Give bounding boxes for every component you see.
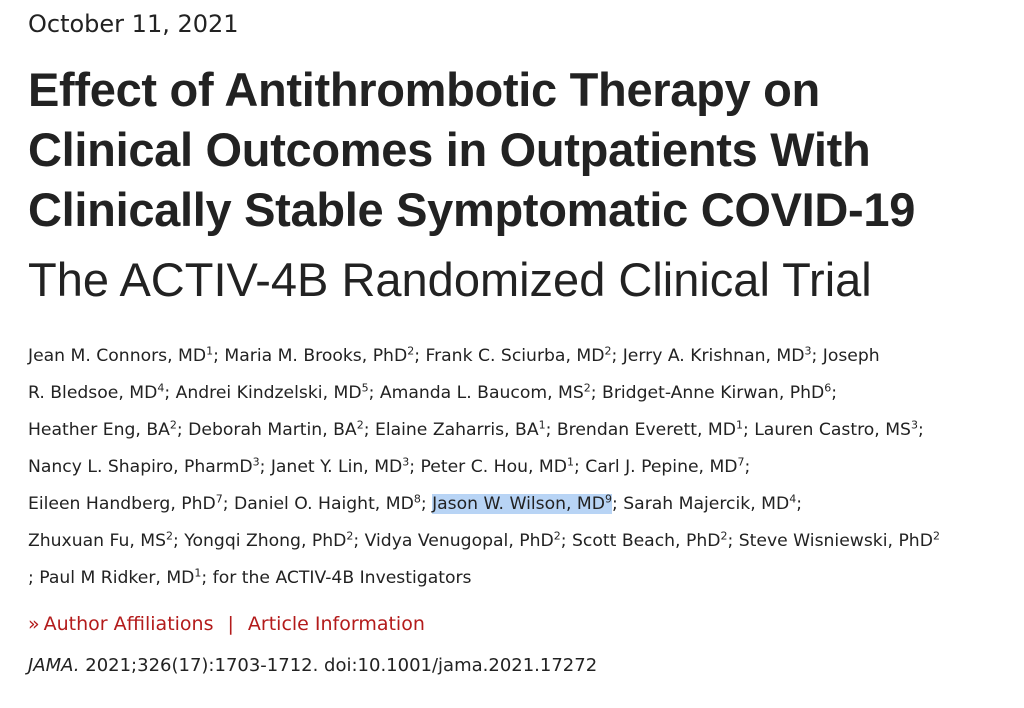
author-separator: ; xyxy=(164,383,176,403)
affiliation-number: 9 xyxy=(604,492,612,506)
author-name[interactable] xyxy=(572,531,727,551)
author-separator: ; xyxy=(727,531,739,551)
affiliation-number: 5 xyxy=(361,381,369,395)
author-name[interactable] xyxy=(184,531,353,551)
author-name[interactable] xyxy=(421,457,574,477)
author-separator: ; xyxy=(368,383,380,403)
author-name[interactable] xyxy=(365,531,561,551)
author-name-text: Brendan Everett, MD xyxy=(556,420,736,440)
author-name-text: Jean M. Connors, MD xyxy=(28,346,207,366)
author-list-row xyxy=(28,523,1018,560)
author-name-text: Joseph xyxy=(822,346,880,366)
affiliation-number: 2 xyxy=(346,529,354,543)
chevron-right-icon: » xyxy=(28,613,40,635)
author-name-text: Scott Beach, PhD xyxy=(572,531,721,551)
author-name[interactable] xyxy=(623,346,812,366)
author-name[interactable] xyxy=(28,494,223,514)
article-title-line: Effect of Antithrombotic Therapy on xyxy=(28,63,820,116)
affiliation-number: 4 xyxy=(789,492,797,506)
affiliation-number: 7 xyxy=(215,492,223,506)
citation xyxy=(28,652,597,680)
affiliation-number: 2 xyxy=(169,418,177,432)
affiliation-number: 2 xyxy=(583,381,591,395)
author-separator: ; xyxy=(545,420,557,440)
article-title-line: Clinically Stable Symptomatic COVID-19 xyxy=(28,183,916,236)
author-separator: ; xyxy=(831,383,838,403)
author-name-text: Amanda L. Baucom, MS xyxy=(379,383,584,403)
affiliation-number: 7 xyxy=(737,455,745,469)
article-title-line: Clinical Outcomes in Outpatients With xyxy=(28,123,871,176)
affiliation-number: 2 xyxy=(720,529,728,543)
author-name[interactable] xyxy=(380,383,591,403)
affiliation-number: 2 xyxy=(407,344,415,358)
author-name-text: Sarah Majercik, MD xyxy=(623,494,790,514)
author-name-text: Janet Y. Lin, MD xyxy=(270,457,403,477)
author-name-text: Frank C. Sciurba, MD xyxy=(425,346,605,366)
author-name-text: Lauren Castro, MS xyxy=(754,420,911,440)
author-name[interactable] xyxy=(234,494,421,514)
author-name-text: Carl J. Pepine, MD xyxy=(585,457,738,477)
author-name-text: Jason W. Wilson, MD xyxy=(432,494,605,514)
affiliation-number: 4 xyxy=(157,381,165,395)
author-name[interactable] xyxy=(623,494,796,514)
author-separator: ; xyxy=(811,346,823,366)
author-name-text: Daniel O. Haight, MD xyxy=(234,494,414,514)
author-separator: ; xyxy=(409,457,421,477)
author-name-text: Steve Wisniewski, PhD xyxy=(738,531,933,551)
author-separator: ; xyxy=(611,494,624,514)
author-separator: ; xyxy=(363,420,375,440)
affiliation-number: 1 xyxy=(538,418,546,432)
author-list-row xyxy=(28,375,1018,412)
author-name[interactable] xyxy=(28,568,201,588)
author-name[interactable] xyxy=(213,568,472,588)
author-name-text: R. Bledsoe, MD xyxy=(28,383,158,403)
author-name[interactable] xyxy=(557,420,743,440)
publication-date: October 11, 2021 xyxy=(28,10,239,38)
author-name-text: Bridget-Anne Kirwan, PhD xyxy=(602,383,825,403)
author-separator: ; xyxy=(611,346,623,366)
author-name[interactable] xyxy=(602,383,831,403)
author-separator: ; xyxy=(744,457,751,477)
author-separator: ; xyxy=(259,457,271,477)
author-name[interactable] xyxy=(224,346,414,366)
author-name-text: for the ACTIV-4B Investigators xyxy=(212,568,472,588)
author-name-highlighted[interactable] xyxy=(432,494,612,514)
author-name[interactable] xyxy=(585,457,744,477)
author-name[interactable] xyxy=(176,383,369,403)
author-name-text: Eileen Handberg, PhD xyxy=(28,494,216,514)
article-information-link[interactable]: Article Information xyxy=(247,613,425,635)
author-name[interactable] xyxy=(425,346,611,366)
author-separator: ; xyxy=(742,420,755,440)
author-list-row xyxy=(28,449,1018,486)
article-title xyxy=(28,60,915,240)
author-name[interactable] xyxy=(375,420,546,440)
author-name-text: ; Paul M Ridker, MD xyxy=(28,568,195,588)
author-name-text: Andrei Kindzelski, MD xyxy=(175,383,362,403)
author-separator: ; xyxy=(353,531,365,551)
author-name[interactable] xyxy=(188,420,364,440)
author-name[interactable] xyxy=(754,420,918,440)
author-name-text: Peter C. Hou, MD xyxy=(420,457,567,477)
affiliation-number: 2 xyxy=(356,418,364,432)
author-name-text: Deborah Martin, BA xyxy=(188,420,357,440)
author-name[interactable] xyxy=(739,531,940,551)
author-separator: ; xyxy=(201,568,213,588)
author-name[interactable] xyxy=(28,457,260,477)
affiliation-number: 3 xyxy=(910,418,918,432)
author-name[interactable] xyxy=(271,457,409,477)
affiliation-number: 1 xyxy=(566,455,574,469)
author-name[interactable] xyxy=(28,383,164,403)
affiliation-number: 2 xyxy=(553,529,561,543)
author-name-text: Jerry A. Krishnan, MD xyxy=(622,346,805,366)
affiliation-number: 1 xyxy=(194,566,202,580)
author-separator: ; xyxy=(796,494,803,514)
link-separator: | xyxy=(227,613,234,635)
affiliation-number: 1 xyxy=(735,418,743,432)
affiliation-number: 6 xyxy=(824,381,832,395)
author-separator: ; xyxy=(222,494,235,514)
affiliation-number: 3 xyxy=(402,455,410,469)
author-separator: ; xyxy=(560,531,572,551)
author-list-row xyxy=(28,486,1018,523)
author-name-text: Vidya Venugopal, PhD xyxy=(364,531,554,551)
author-name[interactable] xyxy=(28,420,177,440)
author-name[interactable] xyxy=(28,346,213,366)
author-name-text: Heather Eng, BA xyxy=(28,420,170,440)
author-separator: ; xyxy=(213,346,225,366)
author-list-row xyxy=(28,338,1018,375)
article-subtitle: The ACTIV-4B Randomized Clinical Trial xyxy=(28,253,872,306)
article-links xyxy=(28,610,425,638)
citation-journal: JAMA. xyxy=(28,655,80,676)
author-separator: ; xyxy=(917,420,924,440)
affiliation-number: 2 xyxy=(932,529,940,543)
author-name-text: Yongqi Zhong, PhD xyxy=(184,531,347,551)
author-separator: ; xyxy=(590,383,603,403)
affiliation-number: 3 xyxy=(252,455,260,469)
author-separator: ; xyxy=(573,457,586,477)
author-name[interactable] xyxy=(823,346,880,366)
author-list-row xyxy=(28,412,1018,449)
author-name-text: Elaine Zaharris, BA xyxy=(374,420,539,440)
author-separator: ; xyxy=(414,346,426,366)
author-affiliations-link[interactable]: Author Affiliations xyxy=(43,613,214,635)
author-name-text: Zhuxuan Fu, MS xyxy=(28,531,167,551)
author-list xyxy=(28,338,1018,597)
affiliation-number: 2 xyxy=(604,344,612,358)
author-name[interactable] xyxy=(28,531,173,551)
author-list-row xyxy=(28,560,1018,597)
citation-details: 2021;326(17):1703-1712. doi:10.1001/jama.2021.17272 xyxy=(79,655,598,676)
affiliation-number: 1 xyxy=(206,344,214,358)
author-separator: ; xyxy=(420,494,433,514)
affiliation-number: 2 xyxy=(166,529,174,543)
author-name-text: Maria M. Brooks, PhD xyxy=(224,346,408,366)
author-separator: ; xyxy=(176,420,189,440)
affiliation-number: 8 xyxy=(413,492,421,506)
author-name-text: Nancy L. Shapiro, PharmD xyxy=(28,457,253,477)
author-separator: ; xyxy=(173,531,185,551)
affiliation-number: 3 xyxy=(804,344,812,358)
